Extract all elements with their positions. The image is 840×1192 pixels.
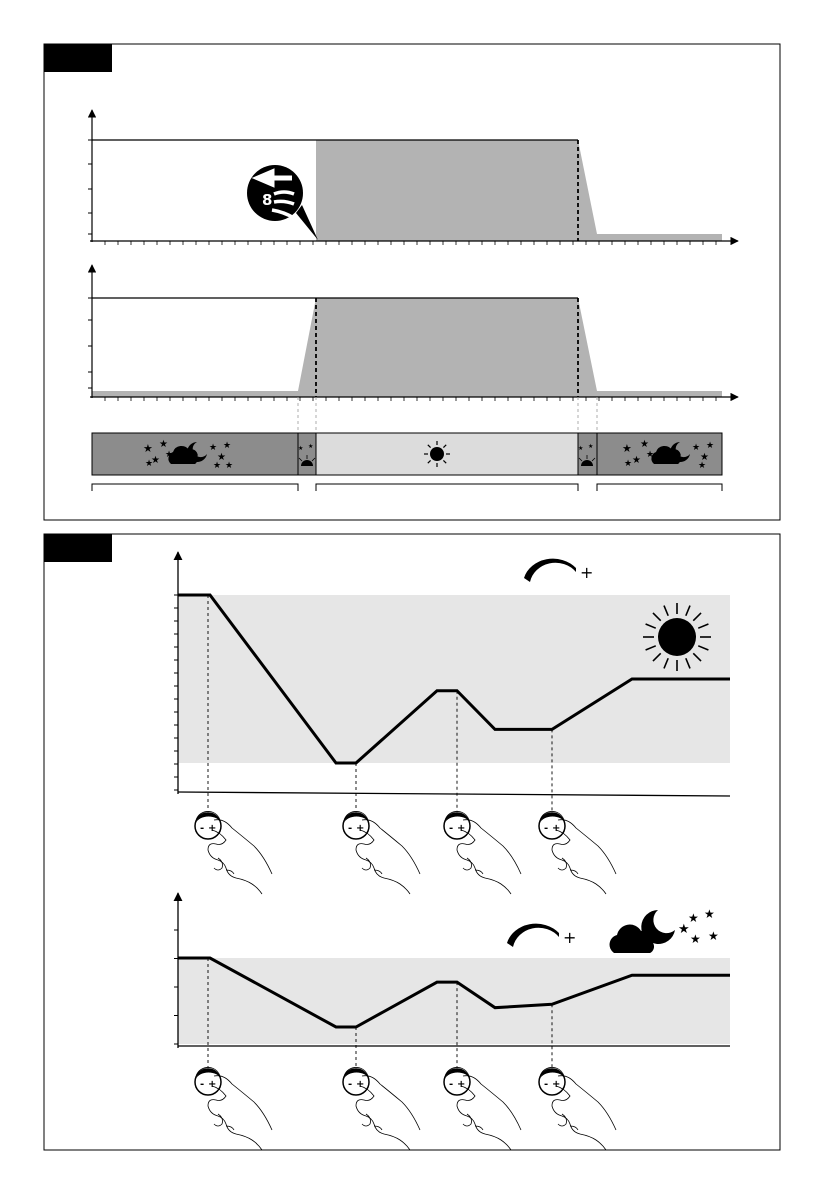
day-level-chart: [174, 552, 730, 894]
sun-icon: [424, 441, 450, 467]
svg-text:★: ★: [213, 461, 222, 471]
knob-minus-label: -: [200, 823, 205, 834]
bracket-night-2: [597, 484, 722, 491]
svg-text:★: ★: [151, 455, 160, 466]
svg-text:★: ★: [700, 452, 709, 463]
svg-text:★: ★: [690, 932, 701, 946]
svg-text:★: ★: [688, 911, 699, 925]
phase-guides: [298, 397, 597, 433]
chart-a-on-area: [316, 140, 722, 241]
svg-text:★: ★: [640, 439, 649, 450]
knob-plus-label: +: [457, 823, 466, 834]
dimmer-knob-with-hand: [539, 1067, 616, 1150]
svg-text:★: ★: [225, 461, 234, 471]
svg-text:★: ★: [223, 441, 232, 451]
svg-text:+: +: [563, 928, 577, 947]
phase-sunrise: [298, 433, 316, 475]
svg-text:★: ★: [308, 443, 314, 450]
svg-text:★: ★: [143, 442, 153, 455]
svg-text:★: ★: [624, 459, 633, 469]
chart-b-on-area: [92, 298, 722, 397]
dimmer-knob-with-hand: [195, 1067, 272, 1150]
panel-1-tab: [44, 44, 112, 72]
svg-text:★: ★: [578, 445, 584, 452]
dimmer-knob-with-hand: [539, 811, 616, 894]
period-brackets: [92, 484, 722, 491]
svg-text:★: ★: [708, 929, 719, 943]
knob-plus-label: +: [356, 823, 365, 834]
panel-1: [44, 44, 780, 520]
svg-text:★: ★: [622, 442, 632, 455]
svg-text:★: ★: [217, 452, 226, 463]
chart-a: [88, 110, 738, 245]
night-level-chart: [174, 893, 730, 1150]
knob-plus-label: +: [208, 823, 217, 834]
chart-b: [88, 265, 738, 401]
dimmer-plus-icon: [524, 559, 593, 582]
svg-text:★: ★: [646, 450, 655, 460]
svg-text:★: ★: [588, 443, 594, 450]
day-x-axis: [178, 792, 730, 796]
phase-band: [92, 433, 722, 475]
svg-text:★: ★: [698, 461, 707, 471]
svg-text:★: ★: [706, 441, 715, 451]
phase-sunset: [578, 433, 597, 475]
dimmer-knob-with-hand: [343, 811, 420, 894]
svg-text:★: ★: [145, 459, 154, 469]
knob-minus-label: -: [449, 1079, 454, 1090]
knob-minus-label: -: [544, 823, 549, 834]
dimmer-knob-with-hand: [343, 1067, 420, 1150]
dimmer-knob-with-hand: [195, 811, 272, 894]
knob-plus-label: +: [552, 1079, 561, 1090]
svg-text:★: ★: [298, 445, 304, 452]
knob-plus-label: +: [457, 1079, 466, 1090]
bracket-day: [316, 484, 578, 491]
svg-text:★: ★: [704, 907, 715, 921]
knob-minus-label: -: [449, 823, 454, 834]
svg-text:+: +: [580, 563, 594, 582]
knob-minus-label: -: [544, 1079, 549, 1090]
knob-plus-label: +: [208, 1079, 217, 1090]
svg-text:★: ★: [159, 439, 168, 450]
panel-2-tab: [44, 534, 112, 562]
dimmer-plus-icon-2: [507, 924, 576, 947]
sun-icon-large: [643, 603, 711, 671]
knob-minus-label: -: [348, 823, 353, 834]
svg-text:★: ★: [692, 443, 701, 453]
svg-text:★: ★: [209, 443, 218, 453]
knob-minus-label: -: [348, 1079, 353, 1090]
knob-plus-label: +: [356, 1079, 365, 1090]
dimmer-knob-with-hand: [444, 811, 521, 894]
panel-2: [44, 534, 780, 1150]
bracket-night-1: [92, 484, 298, 491]
svg-text:★: ★: [632, 455, 641, 466]
dimmer-knob-with-hand: [444, 1067, 521, 1150]
cloud-moon-stars-icon-large: [610, 907, 719, 953]
night-press-knobs: [195, 1067, 616, 1150]
knob-plus-label: +: [552, 823, 561, 834]
svg-text:8: 8: [262, 191, 273, 209]
svg-text:★: ★: [165, 450, 174, 460]
knob-minus-label: -: [200, 1079, 205, 1090]
day-press-knobs: [195, 811, 616, 894]
night-range-band: [178, 958, 730, 1044]
hand-pressing-button-icon: [247, 165, 318, 240]
svg-text:★: ★: [678, 922, 690, 937]
